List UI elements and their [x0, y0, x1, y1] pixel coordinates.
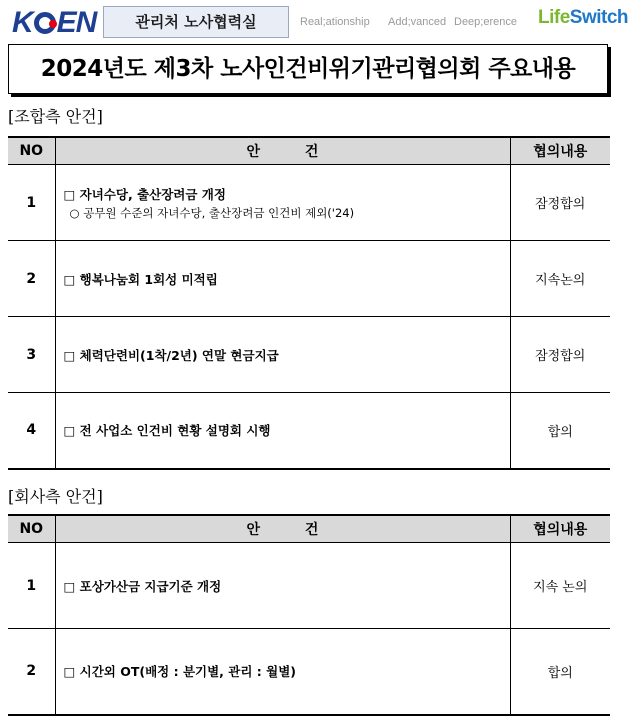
row-no: 2	[8, 629, 55, 715]
table-row	[8, 629, 610, 715]
row-item	[55, 393, 510, 469]
union-section-label: [조합측 안건]	[8, 107, 103, 126]
table-row	[8, 543, 610, 629]
col-no-header: NO	[8, 137, 55, 165]
union-agenda-table	[8, 136, 610, 470]
department-label: 관리처 노사협력실	[103, 6, 289, 38]
item-title: □ 포상가산금 지급기준 개정	[63, 578, 222, 594]
row-result: 잠정합의	[510, 165, 610, 241]
col-result-header: 협의내용	[510, 515, 610, 543]
col-agenda-header: 안 건	[55, 515, 510, 543]
lifeswitch-logo: LifeSwitch	[538, 7, 628, 28]
item-title: □ 행복나눔회 1회성 미적립	[63, 271, 218, 287]
row-item	[55, 629, 510, 715]
row-item	[55, 317, 510, 393]
table-row	[8, 393, 610, 469]
header-bar	[8, 4, 628, 40]
row-item	[55, 543, 510, 629]
item-detail: ○ 공무원 수준의 자녀수당, 출산장려금 인건비 제외('24)	[69, 205, 355, 220]
row-item	[55, 241, 510, 317]
row-no: 3	[8, 317, 55, 393]
company-agenda-table	[8, 514, 610, 716]
item-title: □ 전 사업소 인건비 현황 설명회 시행	[63, 423, 271, 439]
row-item	[55, 165, 510, 241]
row-no: 4	[8, 393, 55, 469]
table-header-row	[8, 515, 610, 543]
page-title: 2024년도 제3차 노사인건비위기관리협의회 주요내용	[8, 44, 608, 94]
row-result: 잠정합의	[510, 317, 610, 393]
table-row	[8, 165, 610, 241]
row-no: 2	[8, 241, 55, 317]
row-result: 지속논의	[510, 241, 610, 317]
col-result-header: 협의내용	[510, 137, 610, 165]
slogan-2: Add;vanced	[388, 16, 447, 28]
item-title: □ 시간외 OT(배정 : 분기별, 관리 : 월별)	[63, 664, 296, 680]
col-no-header: NO	[8, 515, 55, 543]
item-title: □ 자녀수당, 출산장려금 개정	[63, 186, 226, 202]
col-agenda-header: 안 건	[55, 137, 510, 165]
row-result: 합의	[510, 393, 610, 469]
row-result: 합의	[510, 629, 610, 715]
table-row	[8, 317, 610, 393]
company-section-label: [회사측 안건]	[8, 487, 103, 506]
row-no: 1	[8, 165, 55, 241]
table-header-row	[8, 137, 610, 165]
item-title: □ 체력단련비(1착/2년) 연말 현금지급	[63, 347, 279, 363]
row-result: 지속 논의	[510, 543, 610, 629]
row-no: 1	[8, 543, 55, 629]
slogan-1: Real;ationship	[300, 16, 370, 28]
slogan-3: Deep;erence	[454, 16, 517, 28]
table-row	[8, 241, 610, 317]
koen-logo: K EN	[12, 6, 97, 39]
